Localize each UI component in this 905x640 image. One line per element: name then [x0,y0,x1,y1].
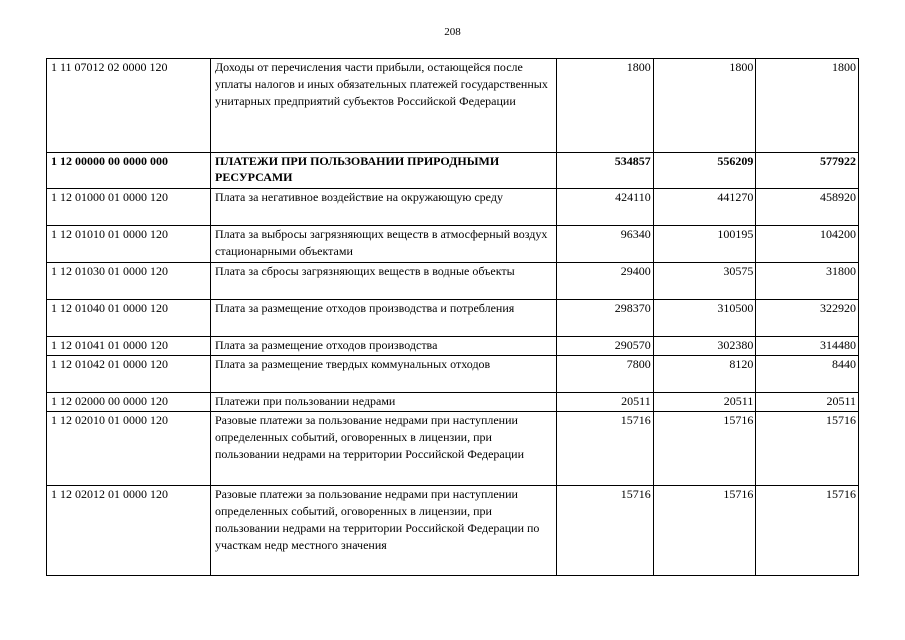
table-row [47,393,859,412]
table-row [47,486,859,576]
row-code: 1 12 01030 01 0000 120 [47,263,211,300]
row-name: Платежи при пользовании недрами [211,393,557,412]
table-row [47,337,859,356]
row-value-2: 556209 [653,153,756,189]
table-row [47,153,859,189]
row-value-2: 100195 [653,226,756,263]
table-row [47,412,859,486]
row-value-3: 104200 [756,226,859,263]
row-value-3: 314480 [756,337,859,356]
row-code: 1 11 07012 02 0000 120 [47,59,211,153]
row-value-3: 458920 [756,189,859,226]
row-value-2: 15716 [653,412,756,486]
row-name: Плата за выбросы загрязняющих веществ в атмосферный воздух стационарными объектами [211,226,557,263]
row-value-2: 30575 [653,263,756,300]
row-code: 1 12 02012 01 0000 120 [47,486,211,576]
row-value-3: 31800 [756,263,859,300]
row-value-1: 96340 [557,226,654,263]
row-name: Плата за размещение твердых коммунальных отходов [211,356,557,393]
row-value-2: 302380 [653,337,756,356]
row-code: 1 12 01010 01 0000 120 [47,226,211,263]
row-name: Плата за размещение отходов производства и потребления [211,300,557,337]
row-value-1: 424110 [557,189,654,226]
table-row [47,356,859,393]
table-row [47,263,859,300]
row-value-2: 8120 [653,356,756,393]
row-value-2: 20511 [653,393,756,412]
row-value-3: 8440 [756,356,859,393]
row-value-1: 15716 [557,412,654,486]
row-name: Доходы от перечисления части прибыли, остающейся после уплаты налогов и иных обязательных платежей государственных унитарных предприятий субъектов Российской Федерации [211,59,557,153]
row-value-3: 577922 [756,153,859,189]
row-name: Плата за размещение отходов производства [211,337,557,356]
page-number: 208 [444,26,461,38]
row-code: 1 12 01042 01 0000 120 [47,356,211,393]
row-code: 1 12 01041 01 0000 120 [47,337,211,356]
row-value-1: 1800 [557,59,654,153]
row-value-1: 20511 [557,393,654,412]
table-row [47,300,859,337]
row-code: 1 12 01000 01 0000 120 [47,189,211,226]
row-name: Плата за негативное воздействие на окружающую среду [211,189,557,226]
table-row [47,226,859,263]
row-value-2: 310500 [653,300,756,337]
row-code: 1 12 00000 00 0000 000 [47,153,211,189]
row-value-3: 322920 [756,300,859,337]
row-value-3: 15716 [756,486,859,576]
row-value-3: 1800 [756,59,859,153]
row-value-3: 20511 [756,393,859,412]
row-name: Разовые платежи за пользование недрами при наступлении определенных событий, оговоренных в лицензии, при пользовании недрами на территории Российской Федерации по участкам недр местного значения [211,486,557,576]
row-code: 1 12 02000 00 0000 120 [47,393,211,412]
row-value-2: 15716 [653,486,756,576]
table-row [47,59,859,153]
row-value-1: 534857 [557,153,654,189]
row-code: 1 12 01040 01 0000 120 [47,300,211,337]
row-value-1: 15716 [557,486,654,576]
row-value-3: 15716 [756,412,859,486]
row-name: ПЛАТЕЖИ ПРИ ПОЛЬЗОВАНИИ ПРИРОДНЫМИ РЕСУРСАМИ [211,153,557,189]
row-name: Плата за сбросы загрязняющих веществ в водные объекты [211,263,557,300]
row-value-1: 7800 [557,356,654,393]
row-value-1: 290570 [557,337,654,356]
table-row [47,189,859,226]
row-value-2: 441270 [653,189,756,226]
row-name: Разовые платежи за пользование недрами при наступлении определенных событий, оговоренных в лицензии, при пользовании недрами на территории Российской Федерации [211,412,557,486]
budget-table [46,58,859,576]
row-value-1: 29400 [557,263,654,300]
row-value-2: 1800 [653,59,756,153]
row-code: 1 12 02010 01 0000 120 [47,412,211,486]
row-value-1: 298370 [557,300,654,337]
